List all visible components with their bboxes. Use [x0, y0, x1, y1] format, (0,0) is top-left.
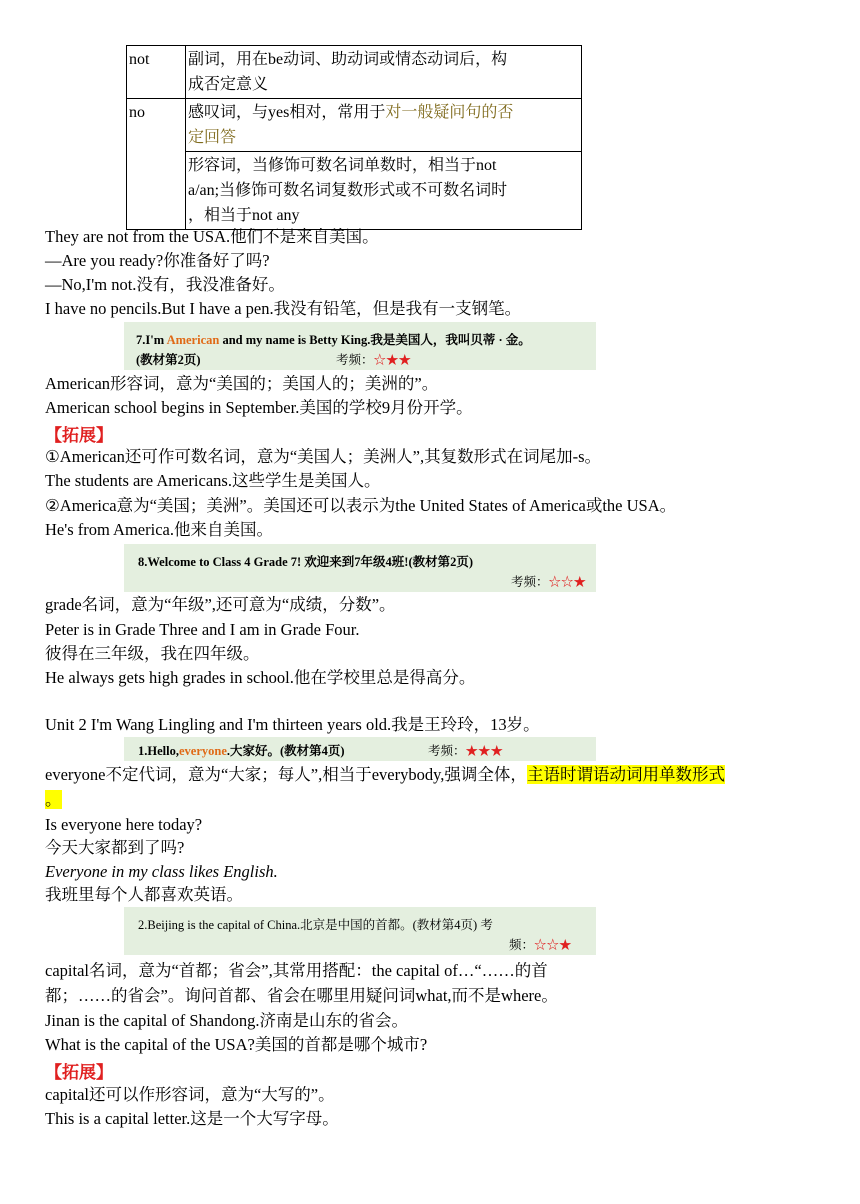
example-translation: 今天大家都到了吗? [45, 838, 185, 857]
star-rating-icon: ★★★ [465, 744, 504, 758]
definition-text: 副词，用在be动词、助动词或情态动词后，构 [188, 51, 508, 68]
key-sentence-banner [124, 907, 596, 955]
definition-text: ，相当于not any [188, 207, 300, 224]
example-sentence: Is everyone here today? [45, 815, 203, 834]
definition-cell [186, 152, 582, 230]
example-sentence: American school begins in September.美国的学校9月份开学。 [45, 398, 473, 417]
example-sentence: The students are Americans.这些学生是美国人。 [45, 471, 381, 490]
definition-line-end: 。 [45, 790, 62, 809]
definition-line: grade名词，意为“年级”,还可意为“成绩，分数”。 [45, 595, 396, 614]
example-sentence: Everyone in my class likes English. [45, 862, 278, 881]
example-sentence: —No,I'm not.没有，我没准备好。 [45, 275, 285, 294]
banner-sentence: 1.Hello,everyone.大家好。(教材第4页) [138, 744, 345, 758]
definition-cell [186, 99, 582, 152]
definition-text: 形容词，当修饰可数名词单数时，相当于not [188, 157, 497, 174]
banner-source: (教材第2页) [136, 353, 201, 367]
word-cell: not [127, 46, 186, 99]
banner-sentence: 7.I'm American and my name is Betty King.我是美国人，我叫贝蒂 · 金。 [136, 333, 531, 347]
frequency-rating: 考频：☆☆★ [511, 575, 587, 589]
definition-text: a/an;当修饰可数名词复数形式或不可数名词时 [188, 182, 508, 199]
definition-line: American形容词，意为“美国的；美国人的；美洲的”。 [45, 374, 439, 393]
highlight-text: 对一般疑问句的否 [385, 104, 514, 121]
star-rating-icon: ☆☆★ [548, 575, 587, 589]
definition-text: 感叹词，与yes相对，常用于 [188, 104, 386, 121]
highlight-text: 定回答 [188, 129, 237, 146]
key-sentence-banner [124, 737, 596, 761]
vocab-table [126, 45, 582, 230]
banner-sentence: 8.Welcome to Class 4 Grade 7! 欢迎来到7年级4班!(教材第2页) [138, 555, 474, 569]
table-row [127, 152, 582, 230]
definition-line: 都；……的省会”。询问首都、省会在哪里用疑问词what,而不是where。 [45, 986, 558, 1005]
definition-line: ①American还可作可数名词，意为“美国人；美洲人”,其复数形式在词尾加-s。 [45, 447, 602, 466]
example-sentence: Peter is in Grade Three and I am in Grade Four. [45, 620, 360, 639]
example-translation: 我班里每个人都喜欢英语。 [45, 885, 243, 904]
frequency-rating: 考频：★★★ [428, 744, 504, 758]
word-cell: no [127, 99, 186, 230]
key-sentence-banner [124, 544, 596, 592]
banner-sentence: 2.Beijing is the capital of China.北京是中国的首都。(教材第4页) 考 [138, 918, 493, 932]
example-sentence: I have no pencils.But I have a pen.我没有铅笔，但是我有一支钢笔。 [45, 299, 522, 318]
example-sentence: This is a capital letter.这是一个大写字母。 [45, 1109, 339, 1128]
key-sentence-banner [124, 322, 596, 370]
table-row [127, 99, 582, 152]
example-sentence: What is the capital of the USA?美国的首都是哪个城市? [45, 1035, 428, 1054]
table-row [127, 46, 582, 99]
frequency-rating: 考频：☆★★ [336, 353, 412, 367]
star-rating-icon: ☆☆★ [534, 938, 572, 952]
example-sentence: He's from America.他来自美国。 [45, 520, 273, 539]
example-translation: 彼得在三年级，我在四年级。 [45, 644, 260, 663]
highlight-text: 主语时谓语动词用单数形式 [526, 765, 725, 784]
example-sentence: He always gets high grades in school.他在学校里总是得高分。 [45, 668, 476, 687]
frequency-rating: 频：☆☆★ [509, 938, 572, 952]
definition-line: ②America意为“美国；美洲”。美国还可以表示为the United States of America或the USA。 [45, 496, 677, 515]
example-sentence: —Are you ready?你准备好了吗? [45, 251, 270, 270]
extension-heading: 【拓展】 [45, 1063, 113, 1082]
star-rating-icon: ☆★★ [373, 353, 412, 367]
definition-line: capital还可以作形容词，意为“大写的”。 [45, 1085, 335, 1104]
example-sentence: Jinan is the capital of Shandong.济南是山东的省会。 [45, 1011, 408, 1030]
definition-line: everyone不定代词，意为“大家；每人”,相当于everybody,强调全体，主语时谓语动词用单数形式 [45, 765, 725, 784]
definition-text: 成否定意义 [188, 76, 269, 93]
definition-line: capital名词，意为“首都；省会”,其常用搭配：the capital of…“……的首 [45, 961, 548, 980]
definition-cell [186, 46, 582, 99]
example-sentence: They are not from the USA.他们不是来自美国。 [45, 227, 379, 246]
extension-heading: 【拓展】 [45, 426, 113, 445]
unit-title: Unit 2 I'm Wang Lingling and I'm thirteen years old.我是王玲玲，13岁。 [45, 715, 540, 734]
